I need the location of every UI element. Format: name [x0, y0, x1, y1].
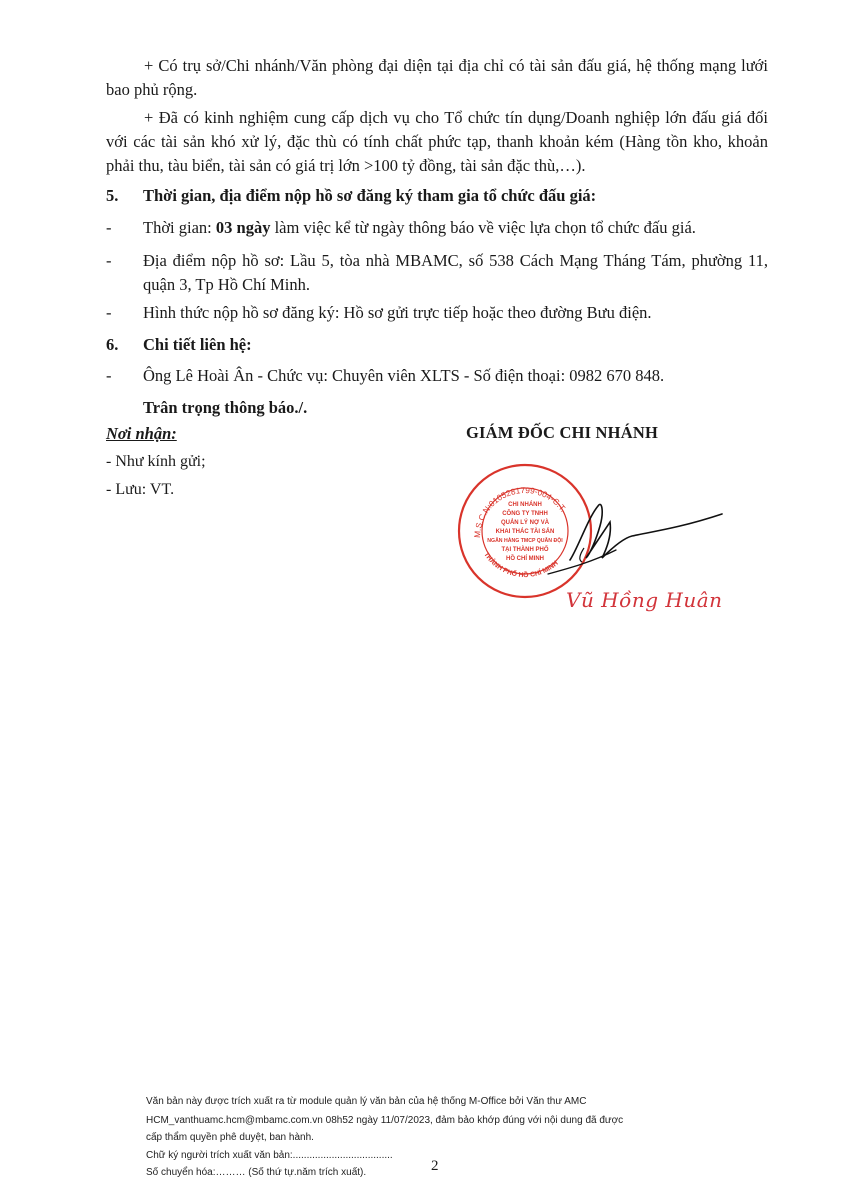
signer-title: GIÁM ĐỐC CHI NHÁNH: [466, 423, 658, 442]
contact-details: Ông Lê Hoài Ân - Chức vụ: Chuyên viên XLTS - Số điện thoại: 0982 670 848.: [143, 366, 665, 385]
seal-line: CÔNG TY TNHH: [502, 511, 548, 517]
section-5-number: 5.: [106, 186, 119, 205]
intro-bullet-office: + Có trụ sở/Chi nhánh/Văn phòng đại diện tại địa chỉ có tài sản đấu giá, hệ thống mạng lưới bao phủ rộng.: [106, 56, 768, 99]
seal-bottom-text: THÀNH PHỐ HỒ CHÍ MINH: [482, 551, 560, 580]
recipients-title: Nơi nhận:: [106, 424, 177, 443]
footer-line: cấp thẩm quyền phê duyệt, ban hành.: [146, 1132, 314, 1143]
section-5-title: Thời gian, địa điểm nộp hồ sơ đăng ký tham gia tổ chức đấu giá:: [143, 186, 597, 205]
handwritten-signature: [540, 488, 730, 598]
footer-line: HCM_vanthuamc.hcm@mbamc.com.vn 08h52 ngày 11/07/2023, đảm bảo khớp đúng với nội dung đã được: [146, 1115, 624, 1126]
footer-line: Chữ ký người trích xuất văn bản:....................................: [146, 1150, 393, 1161]
submission-time: [143, 216, 768, 240]
section-5-dash-method: -: [106, 303, 112, 322]
seal-line: NGÂN HÀNG TMCP QUÂN ĐỘI: [487, 538, 563, 544]
section-5-dash-time: -: [106, 218, 112, 237]
signer-name: Vũ Hồng Huân: [566, 588, 723, 612]
submission-method: Hình thức nộp hồ sơ đăng ký: Hồ sơ gửi trực tiếp hoặc theo đường Bưu điện.: [143, 303, 652, 322]
seal-outer-text: M.S.C.N:0105281799-004-C.T.: [471, 484, 569, 539]
intro-bullet-experience: + Đã có kinh nghiệm cung cấp dịch vụ cho Tổ chức tín dụng/Doanh nghiệp lớn đấu giá đối với các tài sản khó xử lý, đặc thù có tính chất phức tạp, thanh khoản kém (Hàng tồn kho, khoản phải thu, tàu biển, tài sản có giá trị lớn >100 tỷ đồng, tài sản đặc thù,…).: [106, 108, 768, 175]
seal-line: TẠI THÀNH PHỐ: [501, 547, 549, 553]
submission-time-days: 03 ngày: [215, 218, 271, 237]
submission-location: Địa điểm nộp hồ sơ: Lầu 5, tòa nhà MBAMC, số 538 Cách Mạng Tháng Tám, phường 11, quận 3, Tp Hồ Chí Minh.: [143, 251, 768, 294]
seal-line: HỒ CHÍ MINH: [506, 556, 544, 562]
section-6-number: 6.: [106, 335, 119, 354]
seal-line: QUẢN LÝ NỢ VÀ: [500, 520, 550, 526]
recipient-item: - Lưu: VT.: [106, 481, 175, 498]
section-6-title: Chi tiết liên hệ:: [143, 335, 252, 354]
page-number: 2: [431, 1158, 439, 1174]
section-5-dash-location: -: [106, 251, 112, 270]
footer-line: Văn bản này được trích xuất ra từ module quản lý văn bản của hệ thống M-Office bởi Văn thư AMC: [146, 1096, 587, 1107]
recipient-item: - Như kính gửi;: [106, 453, 206, 470]
closing-line: Trân trọng thông báo./.: [143, 398, 308, 417]
submission-time-prefix: Thời gian:: [143, 218, 216, 237]
section-6-dash: -: [106, 366, 112, 385]
footer-line: Số chuyển hóa:……… (Số thứ tự.năm trích xuất).: [146, 1167, 367, 1178]
submission-time-suffix: làm việc kể từ ngày thông báo về việc lựa chọn tổ chức đấu giá.: [270, 218, 696, 237]
seal-line: KHAI THÁC TÀI SẢN: [495, 529, 555, 535]
seal-line: CHI NHÁNH: [508, 502, 542, 508]
